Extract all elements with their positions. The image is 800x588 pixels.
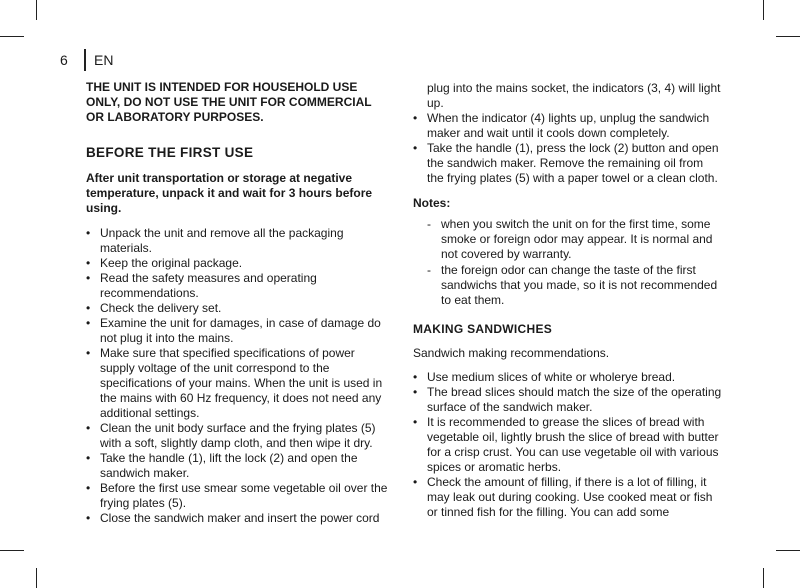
crop-mark: [36, 568, 37, 588]
list-item: • Read the safety measures and operating recommendations.: [86, 271, 392, 301]
crop-mark: [776, 36, 800, 37]
left-column: [86, 80, 392, 526]
list-item: • It is recommended to grease the slices of bread with vegetable oil, lightly brush the slice of bread with butter for a crisp crust. You can use vegetable oil with various spices or aromatic herbs.: [413, 415, 723, 475]
page-number: 6: [60, 52, 68, 68]
note-item: - the foreign odor can change the taste of the first sandwichs that you made, so it is not recommended to eat them.: [427, 263, 723, 308]
list-item: • Clean the unit body surface and the frying plates (5) with a soft, slightly damp cloth, and then wipe it dry.: [86, 421, 392, 451]
page-header: [60, 49, 113, 71]
storage-intro: After unit transportation or storage at negative temperature, unpack it and wait for 3 hours before using.: [86, 171, 373, 215]
list-item: • Close the sandwich maker and insert the power cord: [86, 511, 392, 526]
language-code: EN: [94, 52, 114, 68]
header-divider: [84, 49, 86, 71]
household-use-warning: THE UNIT IS INTENDED FOR HOUSEHOLD USE ONLY, DO NOT USE THE UNIT FOR COMMERCIAL OR LABORATORY PURPOSES.: [86, 80, 372, 124]
section-title-before-first-use: BEFORE THE FIRST USE: [86, 145, 254, 160]
list-item: • The bread slices should match the size of the operating surface of the sandwich maker.: [413, 385, 723, 415]
first-use-list: [86, 226, 392, 526]
making-list: [413, 370, 723, 520]
crop-mark: [763, 568, 764, 588]
list-item: • Check the delivery set.: [86, 301, 392, 316]
list-item: • Make sure that specified specifications of power supply voltage of the unit correspond to the specifications of your mains. When the unit is used in the mains with 60 Hz frequency, it does not need any additional settings.: [86, 346, 392, 421]
list-item: • Examine the unit for damages, in case of damage do not plug it into the mains.: [86, 316, 392, 346]
list-item: • Take the handle (1), press the lock (2) button and open the sandwich maker. Remove the remaining oil from the frying plates (5) with a paper towel or a clean cloth.: [413, 141, 723, 186]
crop-mark: [36, 0, 37, 20]
notes-label: Notes:: [413, 196, 451, 210]
list-item: • Use medium slices of white or wholerye bread.: [413, 370, 723, 385]
right-column: [413, 81, 723, 520]
crop-mark: [0, 550, 24, 551]
list-item: • Check the amount of filling, if there is a lot of filling, it may leak out during cooking. Use cooked meat or fish or tinned fish for the filling. You can add some: [413, 475, 723, 520]
list-continuation: plug into the mains socket, the indicators (3, 4) will light up.: [427, 81, 721, 110]
list-item: • Unpack the unit and remove all the packaging materials.: [86, 226, 392, 256]
crop-mark: [763, 0, 764, 20]
making-intro: Sandwich making recommendations.: [413, 346, 610, 360]
notes-list: [413, 217, 723, 308]
list-item: • When the indicator (4) lights up, unplug the sandwich maker and wait until it cools down completely.: [413, 111, 723, 141]
crop-mark: [0, 36, 24, 37]
list-item: • Take the handle (1), lift the lock (2) and open the sandwich maker.: [86, 451, 392, 481]
list-item: • Before the first use smear some vegetable oil over the frying plates (5).: [86, 481, 392, 511]
section-title-making-sandwiches: MAKING SANDWICHES: [413, 322, 553, 336]
crop-mark: [776, 550, 800, 551]
note-item: - when you switch the unit on for the first time, some smoke or foreign odor may appear. It is normal and not covered by warranty.: [427, 217, 723, 262]
first-use-list-cont: [413, 111, 723, 186]
list-item: • Keep the original package.: [86, 256, 392, 271]
